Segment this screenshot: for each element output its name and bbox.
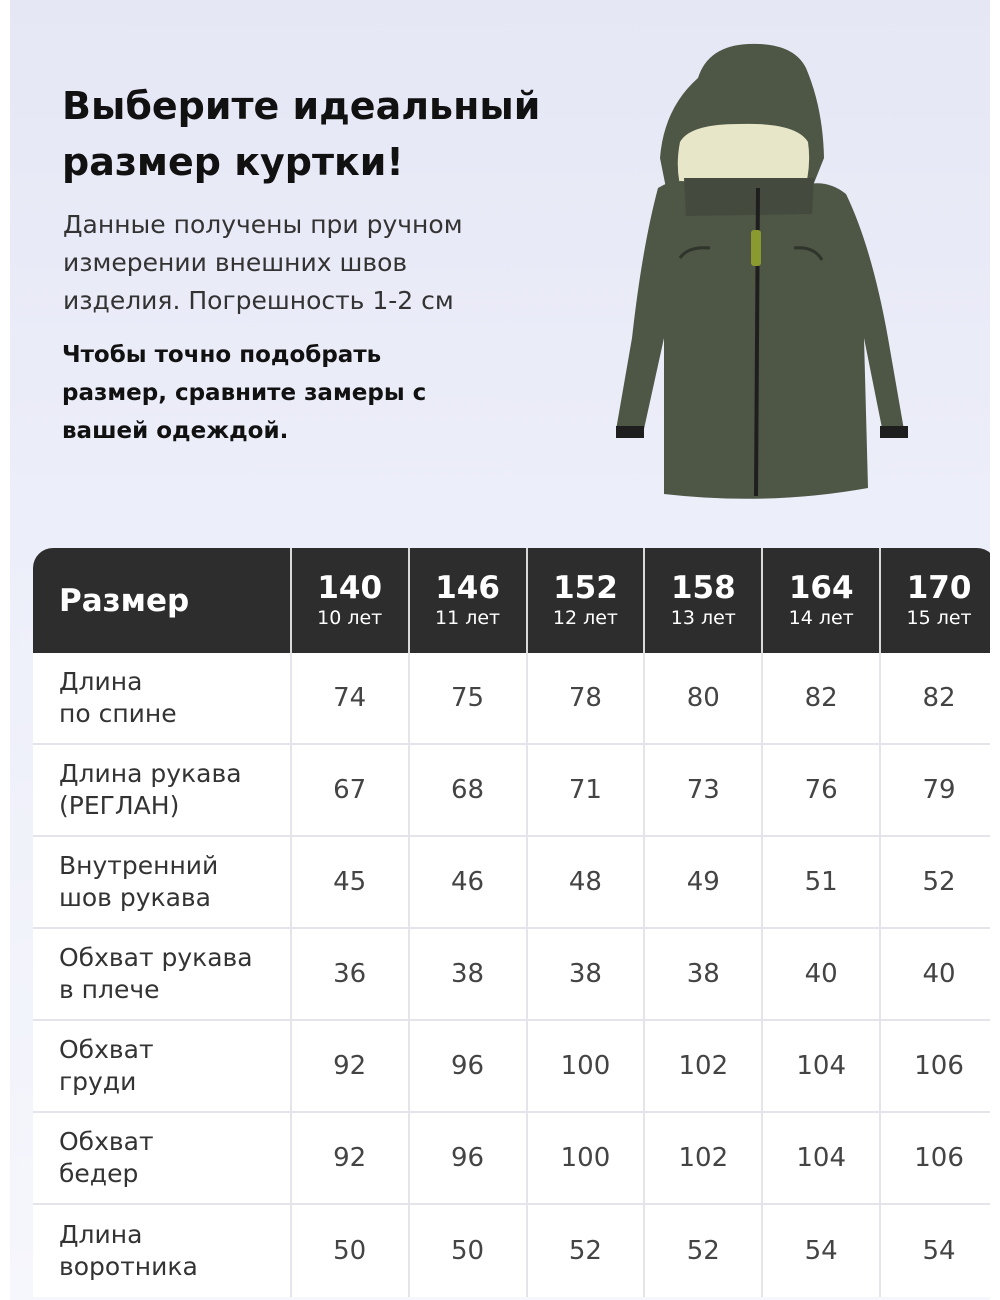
table-cell: 82 [761, 653, 879, 743]
table-cell: 68 [408, 745, 526, 835]
size-column-header [526, 548, 644, 653]
age-value: 11 лет [435, 606, 501, 629]
table-cell: 96 [408, 1113, 526, 1203]
right-margin [990, 0, 1000, 1300]
age-value: 14 лет [788, 606, 854, 629]
table-cell: 52 [643, 1205, 761, 1297]
size-column-header [290, 548, 408, 653]
table-cell: 104 [761, 1113, 879, 1203]
table-cell: 82 [879, 653, 997, 743]
zipper-pull-icon [751, 230, 761, 266]
jacket-body [616, 181, 904, 499]
table-cell: 78 [526, 653, 644, 743]
table-row [33, 837, 997, 929]
size-column-header [761, 548, 879, 653]
table-row [33, 1205, 997, 1297]
table-cell: 46 [408, 837, 526, 927]
table-cell: 92 [290, 1113, 408, 1203]
left-cuff [616, 426, 644, 438]
table-cell: 50 [408, 1205, 526, 1297]
size-value: 164 [788, 569, 854, 606]
age-value: 13 лет [670, 606, 736, 629]
measurement-description: Данные получены при ручном измерении внешних швов изделия. Погрешность 1-2 см [63, 210, 463, 315]
table-cell: 106 [879, 1021, 997, 1111]
measurement-label: Длина воротника [59, 1220, 198, 1281]
table-cell: 40 [879, 929, 997, 1019]
table-cell: 50 [290, 1205, 408, 1297]
table-cell: 51 [761, 837, 879, 927]
table-cell: 76 [761, 745, 879, 835]
size-column-header [408, 548, 526, 653]
measurement-label: Длина рукава (РЕГЛАН) [59, 759, 242, 820]
page-title: Выберите идеальный размер куртки! [62, 84, 541, 184]
size-table [33, 548, 997, 1297]
page [10, 0, 990, 1300]
table-cell: 52 [879, 837, 997, 927]
size-header-label: Размер [59, 582, 190, 619]
table-cell: 73 [643, 745, 761, 835]
table-row [33, 745, 997, 837]
measurement-label: Обхват бедер [59, 1127, 154, 1188]
table-cell: 79 [879, 745, 997, 835]
table-cell: 54 [879, 1205, 997, 1297]
table-cell: 96 [408, 1021, 526, 1111]
table-cell: 38 [526, 929, 644, 1019]
table-cell: 92 [290, 1021, 408, 1111]
fitting-note: Чтобы точно подобрать размер, сравните замеры с вашей одеждой. [62, 342, 427, 444]
table-header [33, 548, 997, 653]
table-cell: 106 [879, 1113, 997, 1203]
table-cell: 100 [526, 1113, 644, 1203]
jacket-image [598, 38, 928, 508]
table-cell: 38 [643, 929, 761, 1019]
table-cell: 75 [408, 653, 526, 743]
left-margin [0, 0, 10, 1300]
table-cell: 100 [526, 1021, 644, 1111]
table-cell: 38 [408, 929, 526, 1019]
table-cell: 104 [761, 1021, 879, 1111]
table-row [33, 1021, 997, 1113]
size-value: 170 [906, 569, 972, 606]
table-cell: 52 [526, 1205, 644, 1297]
table-cell: 80 [643, 653, 761, 743]
age-value: 12 лет [552, 606, 618, 629]
measurement-label: Обхват груди [59, 1035, 154, 1096]
table-cell: 40 [761, 929, 879, 1019]
size-column-header [643, 548, 761, 653]
table-cell: 45 [290, 837, 408, 927]
table-row [33, 653, 997, 745]
measurement-label: Длина по спине [59, 667, 177, 728]
size-value: 158 [670, 569, 736, 606]
table-cell: 71 [526, 745, 644, 835]
age-value: 15 лет [906, 606, 972, 629]
table-cell: 49 [643, 837, 761, 927]
table-row [33, 929, 997, 1021]
table-cell: 67 [290, 745, 408, 835]
age-value: 10 лет [317, 606, 383, 629]
size-value: 146 [435, 569, 500, 606]
table-cell: 102 [643, 1021, 761, 1111]
table-cell: 36 [290, 929, 408, 1019]
measurement-label: Внутренний шов рукава [59, 851, 219, 912]
jacket-collar [684, 178, 814, 216]
size-column-header [879, 548, 997, 653]
measurement-label: Обхват рукава в плече [59, 943, 253, 1004]
table-cell: 102 [643, 1113, 761, 1203]
table-cell: 48 [526, 837, 644, 927]
table-cell: 54 [761, 1205, 879, 1297]
size-value: 152 [553, 569, 618, 606]
size-value: 140 [317, 569, 383, 606]
right-cuff [880, 426, 908, 438]
table-cell: 74 [290, 653, 408, 743]
table-row [33, 1113, 997, 1205]
